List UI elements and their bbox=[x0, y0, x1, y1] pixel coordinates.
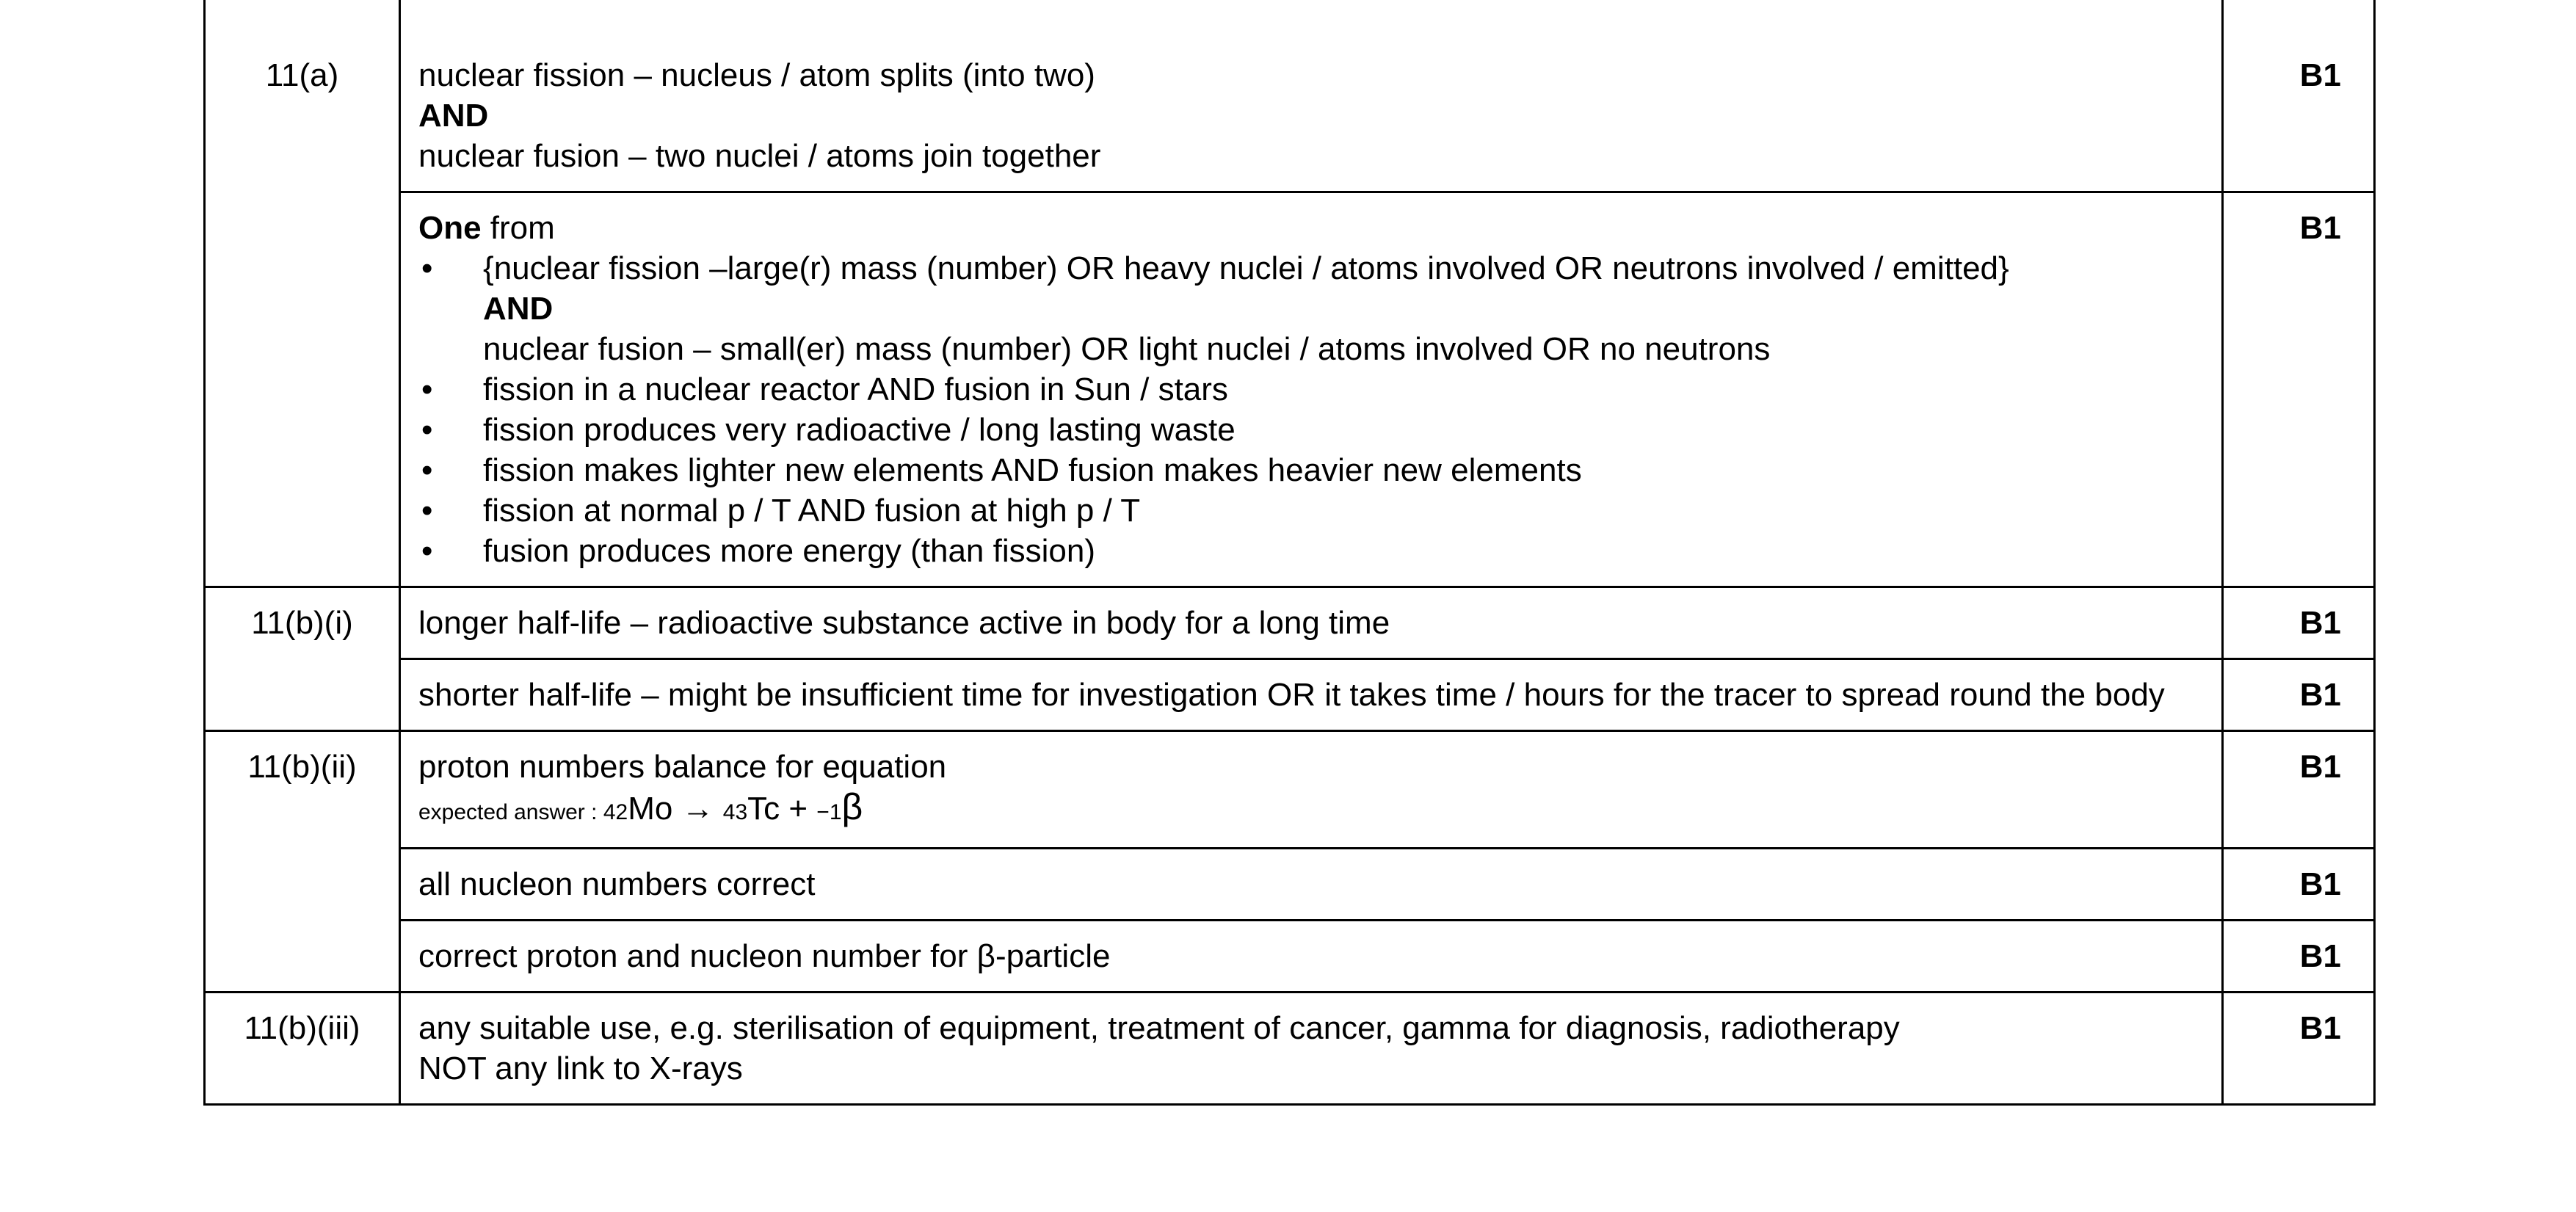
answer-cell: correct proton and nucleon number for β-particle bbox=[400, 921, 2223, 993]
table-row bbox=[205, 659, 2375, 731]
mo-symbol: Mo bbox=[628, 791, 673, 827]
mark-cell: B1 bbox=[2223, 993, 2375, 1105]
mark-cell: B1 bbox=[2223, 921, 2375, 993]
table-row bbox=[205, 0, 2375, 192]
tc-symbol: Tc bbox=[747, 791, 780, 827]
answer-cell bbox=[400, 993, 2223, 1105]
answer-line: nuclear fusion – two nuclei / atoms join together bbox=[418, 138, 1101, 174]
answer-line: any suitable use, e.g. sterilisation of equipment, treatment of cancer, gamma for diagnosis, radiotherapy bbox=[418, 1010, 1900, 1046]
table-row bbox=[205, 192, 2375, 587]
bullet-text: {nuclear fission –large(r) mass (number) OR heavy nuclei / atoms involved OR neutrons involved / emitted} bbox=[483, 250, 2009, 286]
question-number: 11(a) bbox=[205, 0, 400, 587]
answer-line-bold: AND bbox=[418, 98, 489, 134]
mark-cell: B1 bbox=[2223, 731, 2375, 849]
bullet-text: fission in a nuclear reactor AND fusion in Sun / stars bbox=[483, 371, 1228, 407]
bullet-icon: • bbox=[421, 452, 433, 488]
mark-cell: B1 bbox=[2223, 849, 2375, 921]
mark-cell: B1 bbox=[2223, 0, 2375, 192]
mark-cell: B1 bbox=[2223, 659, 2375, 731]
mark-cell: B1 bbox=[2223, 587, 2375, 659]
answer-cell bbox=[400, 0, 2223, 192]
answer-cell: all nucleon numbers correct bbox=[400, 849, 2223, 921]
list-item bbox=[418, 410, 2204, 450]
answer-cell bbox=[400, 192, 2223, 587]
question-number: 11(b)(ii) bbox=[205, 731, 400, 993]
table-row bbox=[205, 731, 2375, 849]
bullet-list bbox=[418, 248, 2204, 571]
tc-proton-number: 43 bbox=[722, 800, 748, 824]
answer-cell bbox=[400, 731, 2223, 849]
beta-symbol: β bbox=[841, 786, 863, 827]
bullet-icon: • bbox=[421, 412, 433, 448]
table-row bbox=[205, 921, 2375, 993]
question-number: 11(b)(i) bbox=[205, 587, 400, 731]
answer-line: NOT any link to X-rays bbox=[418, 1050, 743, 1086]
bullet-icon: • bbox=[421, 250, 433, 286]
mark-cell: B1 bbox=[2223, 192, 2375, 587]
list-item bbox=[418, 450, 2204, 490]
table-row bbox=[205, 849, 2375, 921]
bullet-text: fission at normal p / T AND fusion at high p / T bbox=[483, 493, 1141, 529]
answer-cell: longer half-life – radioactive substance active in body for a long time bbox=[400, 587, 2223, 659]
equation bbox=[418, 787, 2204, 832]
mark-scheme-table bbox=[203, 0, 2376, 1106]
bullet-icon: • bbox=[421, 493, 433, 529]
answer-line: proton numbers balance for equation bbox=[418, 749, 947, 785]
list-item bbox=[418, 490, 2204, 531]
answer-lead bbox=[418, 208, 2204, 248]
equation-prefix: expected answer : bbox=[418, 800, 603, 824]
answer-cell: shorter half-life – might be insufficient time for investigation OR it takes time / hours for the tracer to spread round the body bbox=[400, 659, 2223, 731]
question-number: 11(b)(iii) bbox=[205, 993, 400, 1105]
bullet-icon: • bbox=[421, 533, 433, 569]
table-row bbox=[205, 587, 2375, 659]
arrow: → bbox=[672, 791, 723, 827]
list-item bbox=[418, 248, 2204, 369]
bullet-text: nuclear fusion – small(er) mass (number) OR light nuclei / atoms involved OR no neutrons bbox=[483, 331, 1771, 367]
beta-proton-number: −1 bbox=[816, 800, 842, 824]
bullet-text: fusion produces more energy (than fission) bbox=[483, 533, 1095, 569]
bullet-icon: • bbox=[421, 371, 433, 407]
bullet-text: fission produces very radioactive / long lasting waste bbox=[483, 412, 1236, 448]
list-item bbox=[418, 531, 2204, 571]
plus: + bbox=[780, 791, 817, 827]
answer-lead-rest: from bbox=[481, 210, 555, 246]
answer-line: nuclear fission – nucleus / atom splits (into two) bbox=[418, 57, 1095, 93]
mo-proton-number: 42 bbox=[603, 800, 628, 824]
bullet-text-bold: AND bbox=[483, 291, 554, 327]
answer-lead-bold: One bbox=[418, 210, 482, 246]
table-row bbox=[205, 993, 2375, 1105]
list-item bbox=[418, 369, 2204, 410]
bullet-text: fission makes lighter new elements AND fusion makes heavier new elements bbox=[483, 452, 1582, 488]
